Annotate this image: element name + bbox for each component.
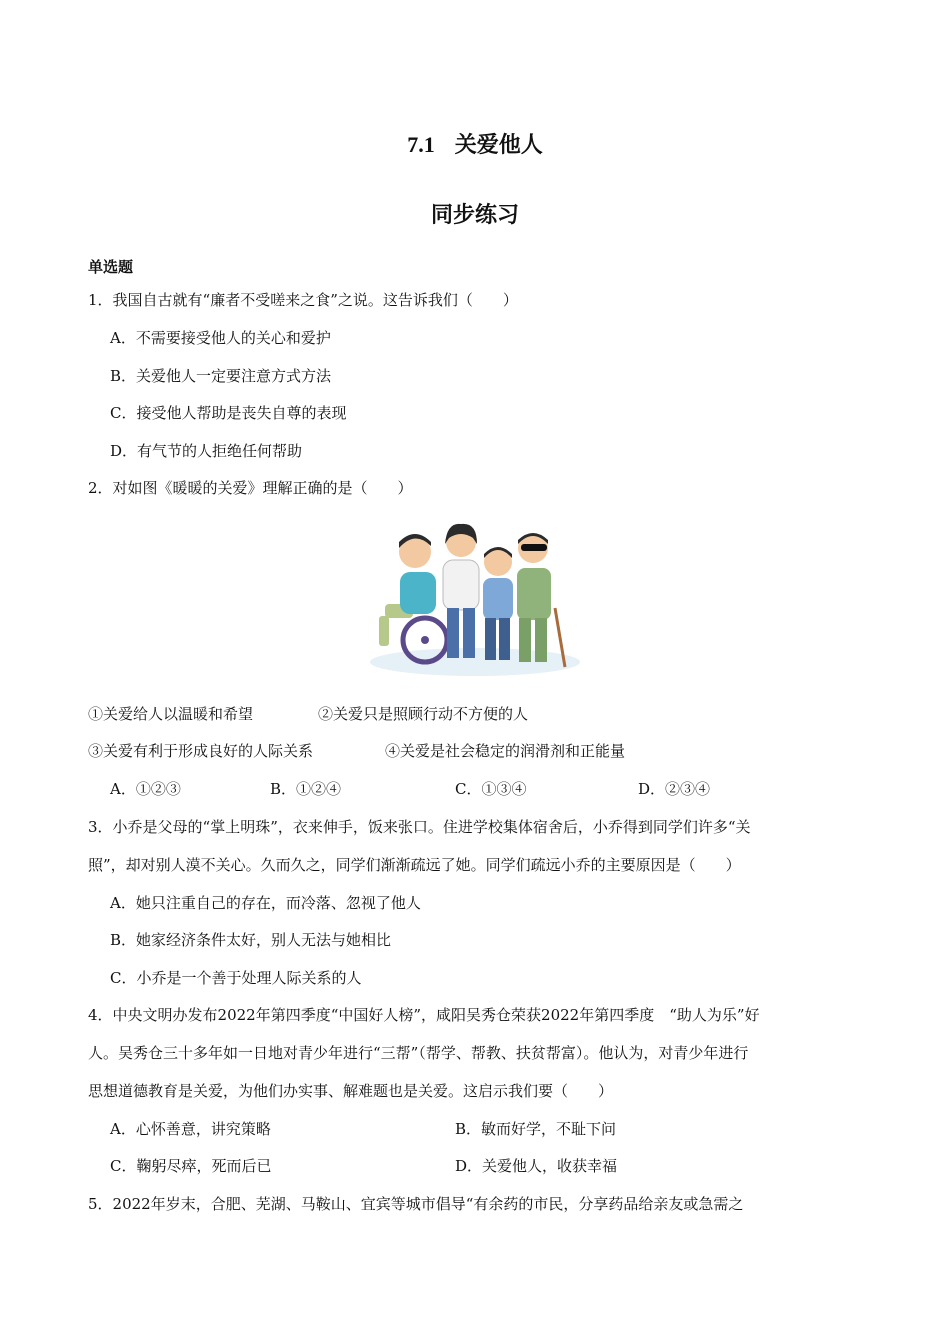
question-2-option-d: D．②③④ (638, 780, 711, 798)
question-2-option-b: B．①②④ (270, 780, 342, 798)
question-4-option-d: D．关爱他人，收获幸福 (455, 1157, 618, 1175)
question-4-option-a: A．心怀善意，讲究策略 (110, 1120, 271, 1138)
question-1-option-d: D．有气节的人拒绝任何帮助 (110, 442, 303, 460)
lesson-subtitle: 同步练习 (430, 202, 519, 228)
question-3-option-c: C．小乔是一个善于处理人际关系的人 (110, 969, 362, 987)
question-3-stem-line-1: 3．小乔是父母的“掌上明珠”，衣来伸手，饭来张口。住进学校集体宿舍后，小乔得到同学们许多“关 (88, 818, 751, 836)
question-3-stem-line-2: 照”，却对别人漠不关心。久而久之，同学们渐渐疏远了她。同学们疏远小乔的主要原因是（ ） (88, 856, 741, 874)
caring-illustration (365, 512, 585, 682)
question-3-option-b: B．她家经济条件太好，别人无法与她相比 (110, 931, 392, 949)
question-1-stem: 1．我国自古就有“廉者不受嗟来之食”之说。这告诉我们（ ） (88, 291, 518, 309)
question-1-option-b: B．关爱他人一定要注意方式方法 (110, 367, 332, 385)
lesson-title (0, 128, 950, 159)
question-2-statement-2: ②关爱只是照顾行动不方便的人 (318, 705, 529, 723)
question-2-stem: 2．对如图《暖暖的关爱》理解正确的是（ ） (88, 479, 413, 497)
question-4-stem-line-1: 4．中央文明办发布2022年第四季度“中国好人榜”，咸阳吴秀仓荣获2022年第四季度 “助人为乐”好 (88, 1006, 760, 1024)
question-3-option-a: A．她只注重自己的存在，而冷落、忽视了他人 (110, 894, 421, 912)
section-label: 单选题 (88, 258, 134, 276)
question-2-statement-1: ①关爱给人以温暖和希望 (88, 705, 254, 723)
question-4-option-b: B．敏而好学，不耻下问 (455, 1120, 617, 1138)
question-1-option-c: C．接受他人帮助是丧失自尊的表现 (110, 404, 347, 422)
lesson-name: 关爱他人 (454, 132, 543, 158)
question-2-option-c: C．①③④ (455, 780, 527, 798)
question-2-statement-4: ④关爱是社会稳定的润滑剂和正能量 (385, 742, 626, 760)
question-2-option-a: A．①②③ (110, 780, 181, 798)
question-1-option-a: A．不需要接受他人的关心和爱护 (110, 329, 331, 347)
lesson-number: 7.1 (407, 132, 435, 157)
question-5-stem-line-1: 5．2022年岁末，合肥、芜湖、马鞍山、宜宾等城市倡导“有余药的市民，分享药品给亲友或急需之 (88, 1195, 744, 1213)
question-4-stem-line-3: 思想道德教育是关爱，为他们办实事、解难题也是关爱。这启示我们要（ ） (88, 1082, 614, 1100)
question-2-statement-3: ③关爱有利于形成良好的人际关系 (88, 742, 314, 760)
question-4-stem-line-2: 人。吴秀仓三十多年如一日地对青少年进行“三帮”（帮学、帮教、扶贫帮富）。他认为，对青少年进行 (88, 1044, 749, 1062)
question-4-option-c: C．鞠躬尽瘁，死而后已 (110, 1157, 272, 1175)
